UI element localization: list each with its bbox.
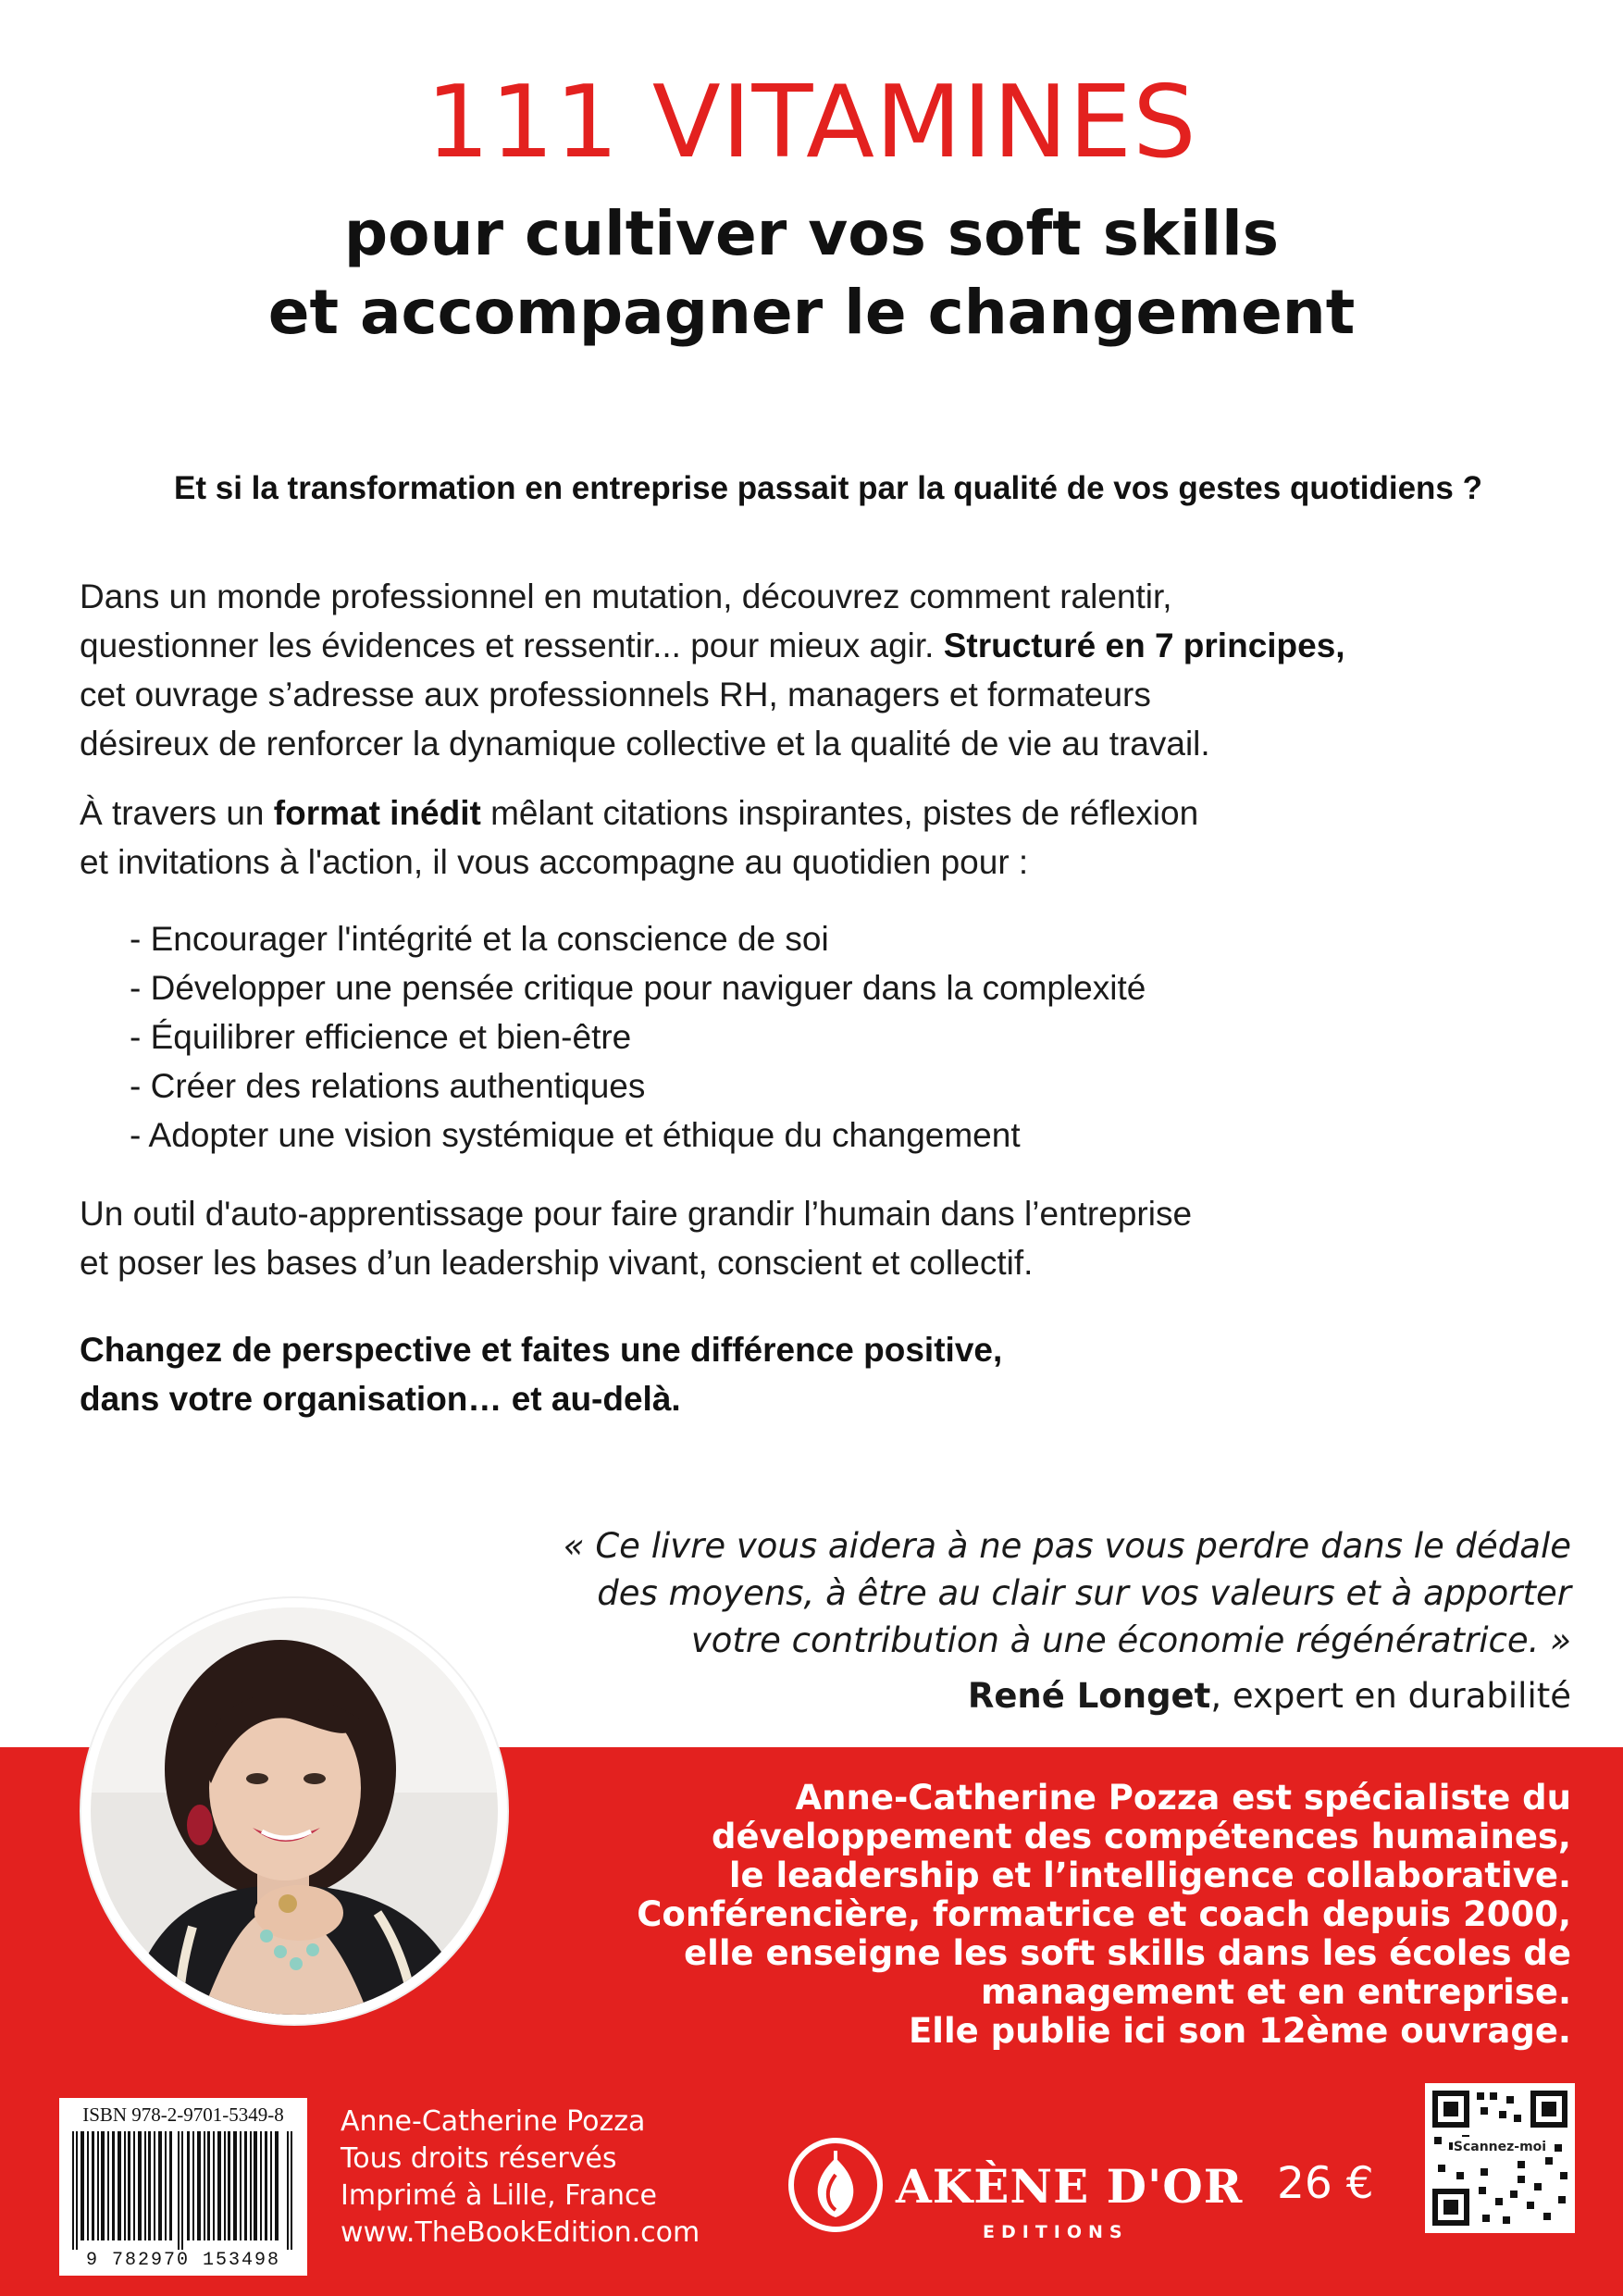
publisher-line: Tous droits réservés xyxy=(341,2142,617,2175)
bio-line: Conférencière, formatrice et coach depuis 2000, xyxy=(637,1894,1571,1934)
publisher-logo-name: AKÈNE D'OR xyxy=(896,2159,1244,2214)
publisher-info xyxy=(341,2104,822,2252)
list-item: - Équilibrer efficience et bien-être xyxy=(130,1018,632,1056)
bold-phrase: format inédit xyxy=(273,794,481,832)
list-item: - Créer des relations authentiques xyxy=(130,1067,646,1105)
paragraph-line: Un outil d'auto-apprentissage pour faire grandir l’humain dans l’entreprise xyxy=(80,1195,1193,1233)
barcode-digits: 9 782970 153498 xyxy=(85,2250,281,2271)
paragraph-line: désireux de renforcer la dynamique collective et la qualité de vie au travail. xyxy=(80,725,1210,763)
list-item: - Adopter une vision systémique et éthique du changement xyxy=(130,1116,1021,1154)
bio-line: le leadership et l’intelligence collaborative. xyxy=(728,1855,1571,1895)
acorn-logo-icon xyxy=(785,2134,886,2236)
qr-code[interactable] xyxy=(1425,2083,1575,2233)
paragraph-line: et invitations à l'action, il vous accompagne au quotidien pour : xyxy=(80,843,1029,881)
bio-line: Elle publie ici son 12ème ouvrage. xyxy=(909,2011,1571,2051)
author-bio xyxy=(600,1779,1571,2051)
barcode-icon xyxy=(68,2131,298,2250)
book-title: 111 VITAMINES xyxy=(426,65,1197,180)
lead-question: Et si la transformation en entreprise passait par la qualité de vos gestes quotidiens ? xyxy=(174,470,1482,506)
list-item: - Encourager l'intégrité et la conscience de soi xyxy=(130,920,829,958)
price-label: 26 € xyxy=(1277,2158,1374,2209)
bio-line: développement des compétences humaines, xyxy=(712,1817,1571,1856)
quote-author-role: , expert en durabilité xyxy=(1210,1676,1571,1716)
paragraph-line: questionner les évidences et ressentir... pour mieux agir. Structuré en 7 principes, xyxy=(80,627,1345,664)
paragraph-line: Dans un monde professionnel en mutation, découvrez comment ralentir, xyxy=(80,577,1172,615)
publisher-line: Anne-Catherine Pozza xyxy=(341,2105,646,2138)
isbn-label: ISBN 978-2-9701-5349-8 xyxy=(82,2104,284,2126)
bold-phrase: Structuré en 7 principes, xyxy=(943,627,1345,664)
benefits-list xyxy=(130,914,1518,1160)
bio-line: elle enseigne les soft skills dans les écoles de xyxy=(684,1933,1571,1973)
list-item: - Développer une pensée critique pour naviguer dans la complexité xyxy=(130,969,1146,1007)
paragraph-line: À travers un format inédit mêlant citations inspirantes, pistes de réflexion xyxy=(80,794,1199,832)
paragraph-line: et poser les bases d’un leadership vivant, conscient et collectif. xyxy=(80,1244,1034,1282)
endorsement-quote xyxy=(415,1522,1571,1664)
qr-scan-label: Scannez-moi xyxy=(1453,2137,1547,2157)
bio-line: management et en entreprise. xyxy=(981,1972,1571,2012)
author-portrait xyxy=(81,1598,507,2024)
author-photo xyxy=(91,1607,498,2015)
quote-author-name: René Longet xyxy=(967,1676,1211,1716)
quote-line: votre contribution à une économie régénératrice. » xyxy=(690,1620,1571,1660)
paragraph-line: dans votre organisation… et au-delà. xyxy=(80,1380,681,1418)
isbn-barcode xyxy=(59,2098,307,2276)
bio-line: Anne-Catherine Pozza est spécialiste du xyxy=(795,1778,1571,1818)
subtitle-line-2: et accompagner le changement xyxy=(267,277,1356,348)
closing-statement xyxy=(80,1325,1560,1423)
paragraph-tool xyxy=(80,1189,1597,1287)
quote-line: « Ce livre vous aidera à ne pas vous perdre dans le dédale xyxy=(563,1526,1571,1566)
paragraph-format xyxy=(80,788,1597,887)
subtitle-line-1: pour cultiver vos soft skills xyxy=(343,198,1280,269)
publisher-logo-sub: EDITIONS xyxy=(983,2222,1129,2242)
qr-code-icon xyxy=(1425,2083,1575,2233)
book-subtitle xyxy=(0,194,1623,352)
quote-attribution xyxy=(461,1673,1571,1719)
publisher-website: www.TheBookEdition.com xyxy=(341,2216,700,2249)
paragraph-intro xyxy=(80,572,1597,768)
publisher-line: Imprimé à Lille, France xyxy=(341,2179,657,2212)
quote-line: des moyens, à être au clair sur vos valeurs et à apporter xyxy=(597,1573,1571,1613)
paragraph-line: Changez de perspective et faites une différence positive, xyxy=(80,1331,1003,1369)
paragraph-line: cet ouvrage s’adresse aux professionnels RH, managers et formateurs xyxy=(80,676,1151,714)
